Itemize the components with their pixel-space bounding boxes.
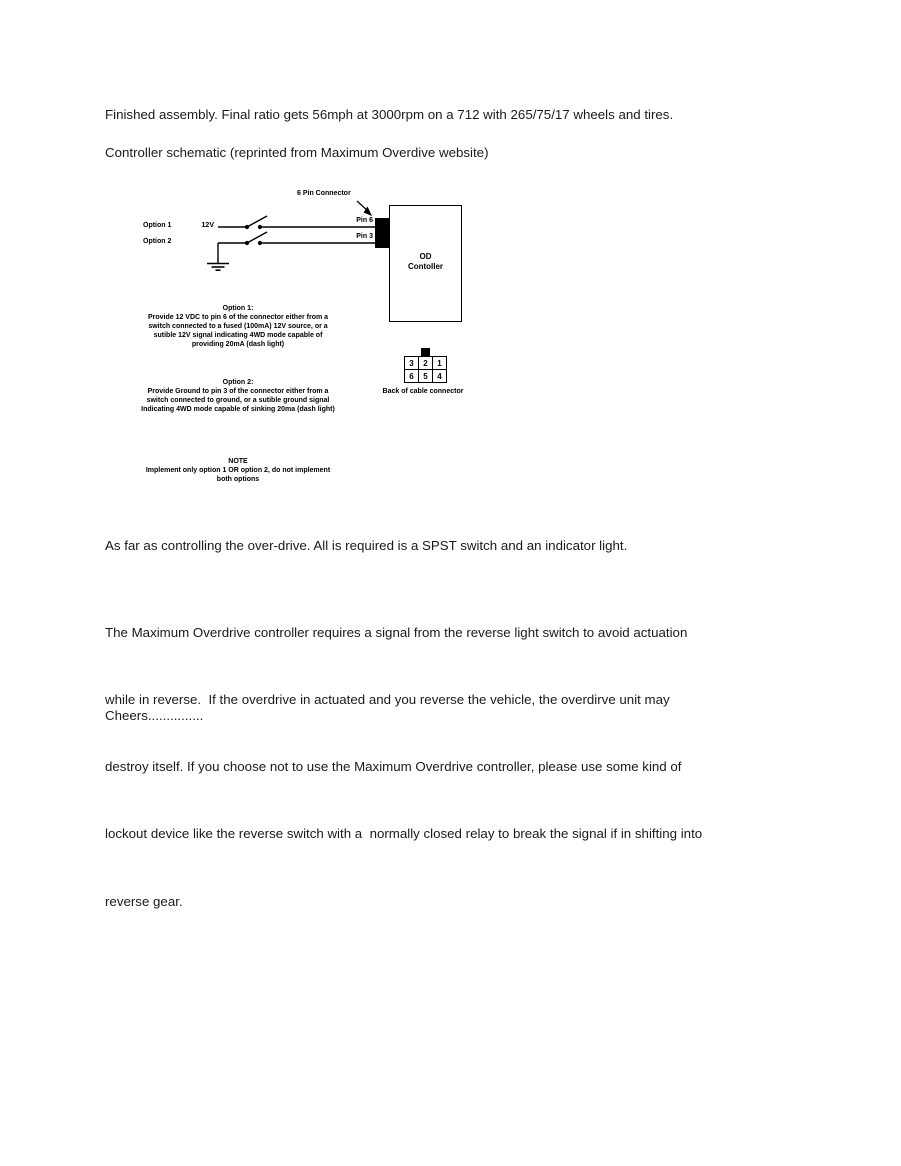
note-line: both options [216, 476, 260, 483]
option1-note-line: Provide 12 VDC to pin 6 of the connector either from a [147, 314, 329, 321]
six-pin-connector-body [375, 218, 390, 248]
paragraph-line: while in reverse. If the overdrive in actuated and you reverse the vehicle, the overdirve unit may [105, 692, 670, 708]
closing-line: Cheers............... [105, 708, 204, 723]
controller-schematic [0, 0, 901, 520]
paragraph-line: reverse gear. [105, 893, 183, 909]
paragraph-line: lockout device like the reverse switch with a normally closed relay to break the signal if in shifting into [105, 826, 703, 842]
option1-note-line: switch connected to a fused (100mA) 12V source, or a [148, 323, 328, 330]
option2-note-title: Option 2: [222, 379, 254, 386]
pin-cell: 5 [419, 370, 433, 383]
cable-connector-caption: Back of cable connector [382, 388, 464, 395]
option2-note-line: Indicating 4WD mode capable of sinking 20ma (dash light) [141, 406, 335, 413]
option2-note-line: Provide Ground to pin 3 of the connector either from a [147, 388, 329, 395]
supply-12v-label: 12V [201, 222, 214, 229]
paragraph-line: The Maximum Overdrive controller requires a signal from the reverse light switch to avoid actuation [105, 624, 688, 640]
pin-cell: 6 [405, 370, 419, 383]
switch1-blade [247, 216, 267, 227]
reverse-warning-paragraph [105, 577, 805, 958]
note-block [118, 457, 358, 484]
od-controller-label-line1: OD [419, 252, 432, 261]
option2-note-line: switch connected to ground, or a sutible ground signal [146, 397, 330, 404]
cable-connector-pin-grid [404, 356, 447, 383]
option1-note-title: Option 1: [222, 305, 254, 312]
option1-label: Option 1 [143, 222, 172, 229]
cable-connector-key-tab [421, 348, 430, 356]
paragraph-line: destroy itself. If you choose not to use the Maximum Overdrive controller, please use some kind of [105, 759, 682, 775]
option2-label: Option 2 [143, 238, 172, 245]
note-title: NOTE [228, 458, 248, 465]
spst-paragraph: As far as controlling the over-drive. All is required is a SPST switch and an indicator light. [105, 538, 628, 553]
option1-note [118, 304, 358, 349]
switch2-blade [247, 232, 267, 243]
pin6-label: Pin 6 [356, 217, 373, 224]
intro-paragraph: Finished assembly. Final ratio gets 56mph at 3000rpm on a 712 with 265/75/17 wheels and tires. [105, 107, 674, 122]
schematic-caption: Controller schematic (reprinted from Maximum Overdive website) [105, 145, 489, 160]
option1-note-line: providing 20mA (dash light) [191, 341, 285, 348]
note-line: Implement only option 1 OR option 2, do not implement [145, 467, 331, 474]
pin3-label: Pin 3 [356, 233, 373, 240]
option1-note-line: sutible 12V signal indicating 4WD mode capable of [153, 332, 323, 339]
option2-note [118, 378, 358, 414]
od-controller-label-line2: Contoller [407, 262, 444, 271]
pin-cell: 2 [419, 357, 433, 370]
od-controller-box [389, 205, 462, 322]
six-pin-connector-callout: 6 Pin Connector [297, 190, 351, 197]
pin-cell: 4 [433, 370, 447, 383]
pin-cell: 3 [405, 357, 419, 370]
pin-cell: 1 [433, 357, 447, 370]
